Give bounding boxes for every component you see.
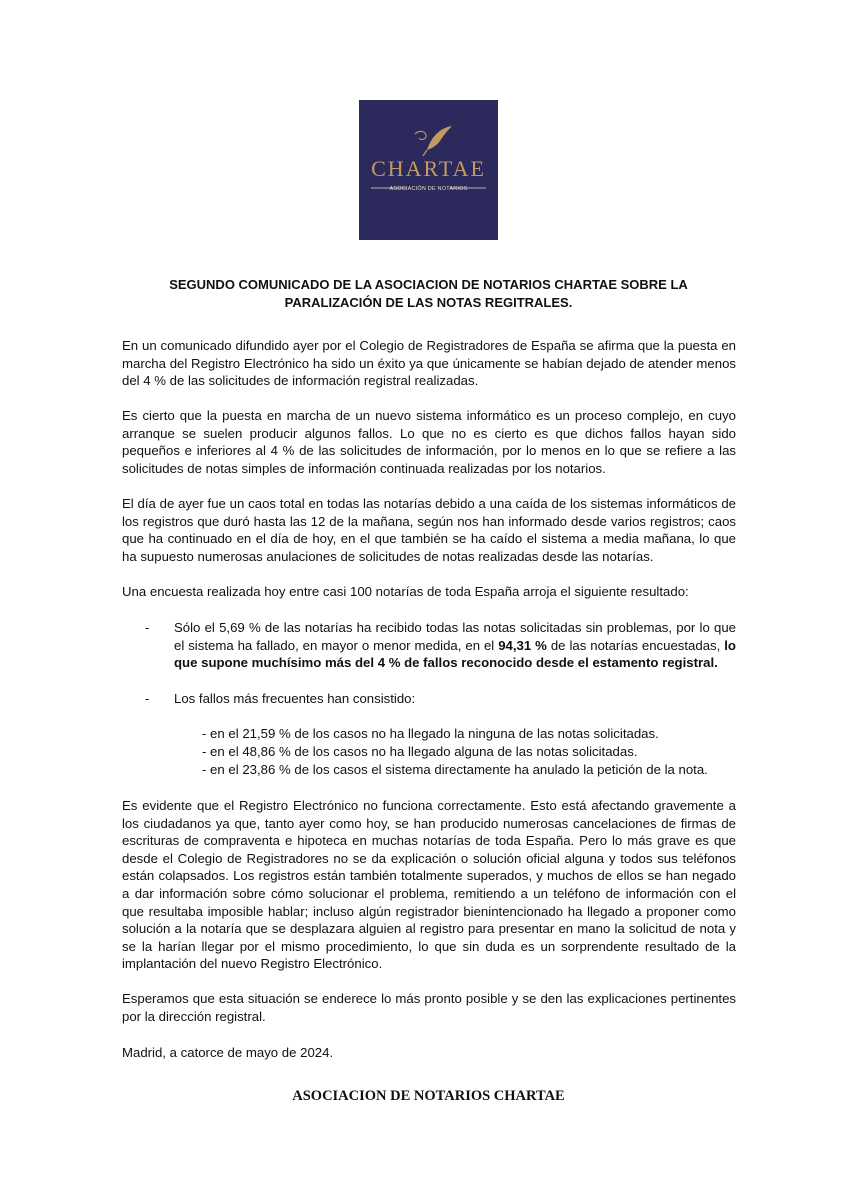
chartae-logo [359, 100, 498, 240]
date-line: Madrid, a catorce de mayo de 2024. [122, 1045, 334, 1060]
document-title: SEGUNDO COMUNICADO DE LA ASOCIACION DE NOTARIOS CHARTAE SOBRE LA PARALIZACIÓN DE LAS NOTAS REGITRALES. [169, 277, 688, 310]
paragraph-4: Una encuesta realizada hoy entre casi 100 notarías de toda España arroja el siguiente resultado: [122, 584, 689, 599]
bullet-dash: - [145, 691, 150, 706]
paragraph-6: Esperamos que esta situación se enderece lo más pronto posible y se den las explicaciones pertinentes por la dirección registral. [122, 991, 736, 1024]
bullet-1-bold-b: lo que supone muchísimo más del 4 % de fallos reconocido desde el estamento registral. [174, 637, 736, 671]
bullet-dash: - [145, 620, 150, 635]
paragraph-1: En un comunicado difundido ayer por el Colegio de Registradores de España se afirma que la puesta en marcha del Registro Electrónico ha sido un éxito ya que únicamente se habían dejado de atender menos del 4 % de las solicitudes de información registral realizadas. [122, 338, 736, 389]
signature: ASOCIACION DE NOTARIOS CHARTAE [292, 1088, 565, 1104]
sub-item: - en el 21,59 % de los casos no ha llegado la ninguna de las notas solicitadas. [202, 726, 659, 741]
bullet-1-text-a: Sólo el 5,69 % de las notarías ha recibido todas las notas solicitadas sin problemas, por lo que el sistema ha fallado, en mayor o menor medida, en el [174, 620, 736, 653]
bullet-1 [174, 619, 736, 672]
logo-subtitle: ASOCIACIÓN DE NOTARIOS [389, 186, 468, 192]
paragraph-5: Es evidente que el Registro Electrónico no funciona correctamente. Esto está afectando gravemente a los ciudadanos ya que, tanto ayer como hoy, se han producido numerosas cancelaciones de firmas de escrituras de compraventa e hipoteca en muchas notarías de toda España. Pero lo más grave es que desde el Colegio de Registradores no se da explicación o solución oficial alguna y todos sus teléfonos están colapsados. Los registros están también totalmente superados, y muchos de ellos se han negado a dar información sobre cómo solucionar el problema, remitiendo a un teléfono de información con el que resultaba imposible hablar; incluso algún registrador bienintencionado ha llegado a proponer como solución a la notaría que se desplazara alguien al registro para presentar en mano la solicitud de nota y se la harían llegar por el mismo procedimiento, lo que sin duda es un sorprendente resultado de la implantación del nuevo Registro Electrónico. [122, 798, 736, 972]
logo-name: CHARTAE [371, 156, 486, 181]
bullet-1-bold-a: 94,31 % [498, 637, 547, 653]
sub-item: - en el 48,86 % de los casos no ha llegado alguna de las notas solicitadas. [202, 744, 638, 759]
paragraph-3: El día de ayer fue un caos total en todas las notarías debido a una caída de los sistemas informáticos de los registros que duró hasta las 12 de la mañana, según nos han informado desde varios registros; caos que ha continuado en el día de hoy, en el que también se ha caído el sistema a media mañana, lo que ha supuesto numerosas anulaciones de solicitudes de notas realizadas desde las notarías. [122, 496, 736, 564]
sub-item: - en el 23,86 % de los casos el sistema directamente ha anulado la petición de la nota. [202, 762, 708, 777]
bullet-1-text-b: de las notarías encuestadas, [546, 637, 725, 653]
bullet-2: Los fallos más frecuentes han consistido: [174, 691, 416, 706]
paragraph-2: Es cierto que la puesta en marcha de un nuevo sistema informático es un proceso complejo, en cuyo arranque se suelen producir algunos fallos. Lo que no es cierto es que dichos fallos hayan sido pequeños e inferiores al 4 % de las solicitudes de información, por lo menos en lo que se refiere a las solicitudes de notas simples de información continuada realizadas por los notarios. [122, 408, 736, 476]
